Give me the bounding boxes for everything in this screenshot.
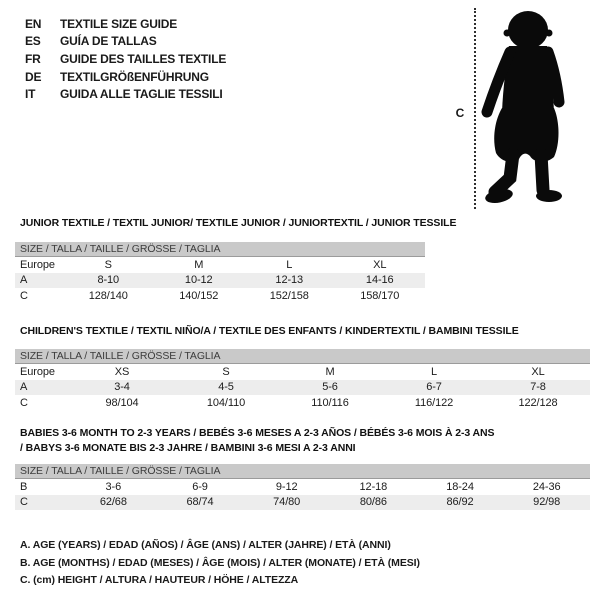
row-label: A — [20, 381, 28, 394]
age-cell: 6-9 — [192, 480, 208, 493]
row-label: B — [20, 480, 28, 493]
row-label: C — [20, 496, 28, 509]
size-cell: S — [222, 365, 230, 378]
size-cell: XL — [531, 365, 545, 378]
age-cell: 8-10 — [97, 274, 120, 287]
height-cell: 98/104 — [105, 396, 139, 409]
language-row — [25, 85, 226, 103]
height-cell: 104/110 — [206, 396, 246, 409]
table-row — [15, 380, 590, 396]
height-cell: 68/74 — [186, 496, 214, 509]
measurement-legend — [20, 537, 420, 590]
language-code: DE — [25, 69, 42, 84]
age-cell: 4-5 — [218, 381, 234, 394]
table-row — [15, 273, 425, 289]
children-section-title: CHILDREN'S TEXTILE / TEXTIL NIÑO/A / TEXTILE DES ENFANTS / KINDERTEXTIL / BAMBINI TESSILE — [20, 325, 519, 337]
language-row — [25, 50, 226, 68]
guide-title: TEXTILE SIZE GUIDE — [60, 16, 178, 31]
age-cell: 18-24 — [446, 480, 474, 493]
guide-title: TEXTILGRÖßENFÜHRUNG — [60, 69, 209, 84]
language-row — [25, 33, 226, 51]
row-label: C — [20, 289, 28, 302]
age-cell: 24-36 — [532, 480, 561, 493]
table-row — [15, 364, 590, 380]
size-header-bar: SIZE / TALLA / TAILLE / GRÖSSE / TAGLIA — [15, 464, 590, 479]
table-row — [15, 479, 590, 495]
size-cell: L — [430, 365, 438, 378]
height-cell: 158/170 — [360, 289, 400, 302]
junior-section-title: JUNIOR TEXTILE / TEXTIL JUNIOR/ TEXTILE JUNIOR / JUNIORTEXTIL / JUNIOR TESSILE — [20, 217, 457, 229]
babies-size-table — [15, 464, 590, 510]
size-cell: L — [286, 258, 293, 271]
age-cell: 14-16 — [365, 274, 394, 287]
age-cell: 10-12 — [184, 274, 213, 287]
language-code: IT — [25, 87, 36, 102]
height-cell: 152/158 — [269, 289, 309, 302]
language-code: FR — [25, 51, 41, 66]
height-measure-dotted-line — [474, 8, 476, 209]
age-cell: 12-18 — [359, 480, 388, 493]
language-code: ES — [25, 34, 41, 49]
age-cell: 7-8 — [530, 381, 546, 394]
table-row — [15, 257, 425, 273]
height-cell: 86/92 — [446, 496, 474, 509]
size-cell: XS — [114, 365, 130, 378]
size-cell: M — [194, 258, 204, 271]
row-label: A — [20, 274, 28, 287]
babies-section-title: BABIES 3-6 MONTH TO 2-3 YEARS / BEBÉS 3-6 MESES A 2-3 AÑOS / BÉBÉS 3-6 MOIS À 2-3 ANS / BABYS 3-6 MONATE BIS 2-3 JAHRE / BAMBINI 3-6 MESI A 2-3 ANNI — [20, 427, 495, 454]
height-cell: 62/68 — [99, 496, 127, 509]
legend-age-years: A. AGE (YEARS) / EDAD (AÑOS) / ÂGE (ANS) / ALTER (JAHRE) / ETÀ (ANNI) — [20, 539, 391, 551]
height-cell: 122/128 — [518, 396, 558, 409]
row-label: C — [20, 396, 28, 409]
age-cell: 9-12 — [275, 480, 298, 493]
size-header-bar: SIZE / TALLA / TAILLE / GRÖSSE / TAGLIA — [15, 242, 425, 257]
guide-title: GUÍA DE TALLAS — [60, 34, 157, 49]
height-cell: 110/116 — [311, 396, 349, 409]
row-label: Europe — [20, 258, 55, 271]
legend-age-months: B. AGE (MONTHS) / EDAD (MESES) / ÂGE (MOIS) / ALTER (MONATE) / ETÀ (MESI) — [20, 556, 420, 569]
size-cell: M — [325, 365, 335, 378]
baby-silhouette-icon — [477, 6, 583, 210]
language-row — [25, 68, 226, 86]
age-cell: 3-6 — [105, 480, 122, 493]
height-cell: 116/122 — [414, 396, 454, 409]
language-title-list — [25, 15, 226, 103]
table-row — [15, 288, 425, 304]
age-cell: 5-6 — [322, 381, 338, 394]
children-size-table — [15, 349, 590, 411]
height-measure-label: C — [455, 106, 465, 120]
age-cell: 6-7 — [426, 381, 442, 394]
height-cell: 140/152 — [179, 289, 219, 302]
size-header-bar: SIZE / TALLA / TAILLE / GRÖSSE / TAGLIA — [15, 349, 590, 364]
row-label: Europe — [20, 365, 55, 378]
table-row — [15, 395, 590, 411]
language-code: EN — [25, 16, 42, 31]
guide-title: GUIDE DES TAILLES TEXTILE — [60, 51, 227, 66]
table-row — [15, 495, 590, 511]
language-row — [25, 15, 226, 33]
height-cell: 80/86 — [359, 496, 387, 509]
legend-height-cm: C. (cm) HEIGHT / ALTURA / HAUTEUR / HÖHE / ALTEZZA — [20, 574, 299, 586]
height-cell: 74/80 — [273, 496, 301, 509]
size-cell: XL — [373, 258, 387, 271]
age-cell: 3-4 — [114, 381, 130, 394]
height-cell: 128/140 — [88, 289, 128, 302]
age-cell: 12-13 — [275, 274, 304, 287]
guide-title: GUIDA ALLE TAGLIE TESSILI — [60, 87, 223, 102]
junior-size-table — [15, 242, 425, 304]
height-cell: 92/98 — [533, 496, 561, 509]
size-cell: S — [104, 258, 112, 271]
